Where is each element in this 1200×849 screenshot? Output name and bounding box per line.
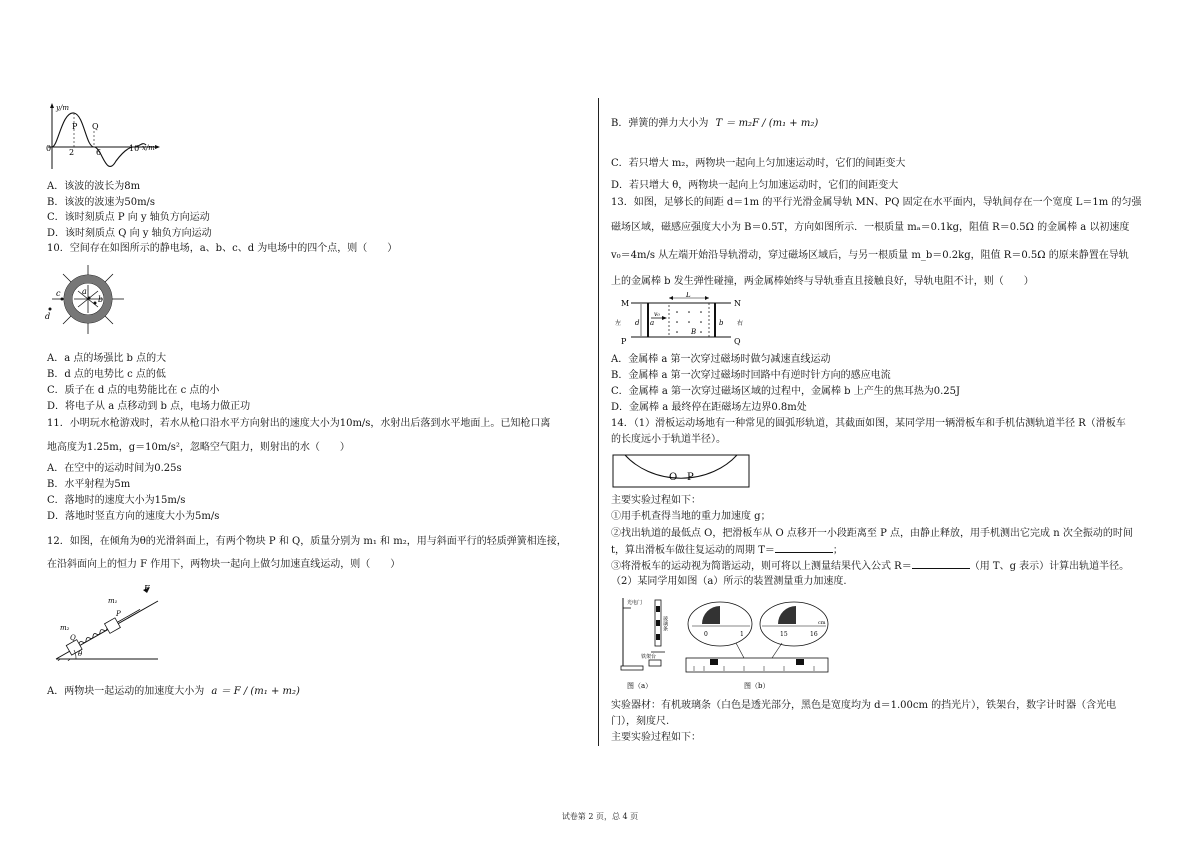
track-label-o: O bbox=[669, 472, 678, 483]
field-label-a: a bbox=[82, 287, 87, 296]
q10-option-a: A．a 点的场强比 b 点的大 bbox=[47, 353, 167, 364]
rails-label-a: a bbox=[650, 319, 655, 327]
q14-step-2-end: ； bbox=[832, 545, 843, 556]
incline-label-f: F bbox=[144, 584, 150, 593]
wave-tick-10: 10 bbox=[129, 144, 140, 153]
q12-option-a-formula: a ＝ F / (m₁ + m₂) bbox=[211, 686, 300, 697]
incline-figure bbox=[54, 581, 164, 661]
q11-option-c: C．落地时的速度大小为15m/s bbox=[47, 495, 186, 506]
wave-origin-label: 0 bbox=[46, 144, 52, 153]
q13-option-a: A．金属棒 a 第一次穿过磁场时做匀减速直线运动 bbox=[611, 354, 831, 365]
reading-figure-b bbox=[684, 598, 834, 696]
rails-label-n: N bbox=[734, 299, 741, 308]
q14-step-2-line-2 bbox=[611, 544, 843, 558]
rails-label-right: 右 bbox=[737, 320, 744, 327]
incline-label-m1: m₁ bbox=[108, 597, 118, 605]
fig-a-caption: 图（a） bbox=[627, 682, 653, 690]
field-label-d: d bbox=[45, 312, 51, 321]
field-label-b: b bbox=[98, 295, 104, 304]
q12-option-d: D．若只增大 θ，两物块一起向上匀加速运动时，它们的间距变大 bbox=[611, 180, 899, 191]
rails-label-left: 左 bbox=[615, 320, 622, 327]
q11-option-a: A．在空中的运动时间为0.25s bbox=[47, 463, 182, 474]
q10-option-d: D．将电子从 a 点移动到 b 点，电场力做正功 bbox=[47, 401, 251, 412]
q11-option-b: B．水平射程为5m bbox=[47, 479, 131, 490]
q12-option-b-formula: T ＝ m₂F / (m₁ + m₂) bbox=[715, 118, 819, 129]
incline-label-m2: m₂ bbox=[60, 624, 70, 632]
q13-option-c: C．金属棒 a 第一次穿过磁场区域的过程中，金属棒 b 上产生的焦耳热为0.25J bbox=[611, 386, 961, 397]
rails-label-m: M bbox=[621, 299, 630, 308]
q11-stem-line-2: 地高度为1.25m，g＝10m/s²，忽略空气阻力，则射出的水（ ） bbox=[47, 442, 350, 453]
wave-tick-2: 2 bbox=[69, 148, 75, 157]
wave-point-q: Q bbox=[92, 122, 99, 131]
rails-figure bbox=[611, 292, 761, 346]
q13-stem-line-1: 13．如图，足够长的间距 d＝1m 的平行光滑金属导轨 MN、PQ 固定在水平面内，导轨间存在一个宽度 L＝1m 的匀强 bbox=[611, 197, 1142, 208]
incline-label-theta: θ bbox=[78, 650, 83, 658]
incline-label-p: P bbox=[116, 610, 121, 618]
fig-b-caption: 图（b） bbox=[744, 682, 770, 690]
q9-option-a: A．该波的波长为8m bbox=[47, 181, 141, 192]
fig-b-tick-16: 16 bbox=[810, 631, 818, 638]
electric-field-figure bbox=[42, 261, 128, 339]
rails-label-b: b bbox=[719, 319, 724, 327]
rails-label-l: L bbox=[686, 292, 691, 299]
q11-stem-line-1: 11．小明玩水枪游戏时，若水从枪口沿水平方向射出的速度大小为10m/s，水射出后落到水平地面上。已知枪口离 bbox=[47, 418, 551, 429]
column-divider bbox=[598, 98, 599, 746]
fig-b-tick-1: 1 bbox=[740, 631, 744, 638]
q14-equipment-line-2: 门），刻度尺. bbox=[611, 716, 670, 727]
q14-period-blank bbox=[775, 544, 833, 553]
rails-label-q: Q bbox=[734, 337, 741, 346]
wave-point-p: P bbox=[72, 122, 78, 131]
q14-step-3-text: ③将滑板车的运动视为简谐运动，则可将以上测量结果代入公式 R＝ bbox=[611, 561, 912, 572]
rails-label-v0: v₀ bbox=[654, 311, 660, 318]
q10-option-b: B．d 点的电势比 c 点的低 bbox=[47, 369, 166, 380]
q9-option-c: C．该时刻质点 P 向 y 轴负方向运动 bbox=[47, 212, 210, 223]
fig-b-tick-0: 0 bbox=[704, 631, 708, 638]
track-figure bbox=[611, 453, 751, 489]
q14-step-3 bbox=[611, 560, 1129, 574]
wave-figure bbox=[44, 101, 164, 171]
fig-b-unit: cm bbox=[818, 620, 826, 626]
track-label-p: P bbox=[687, 472, 694, 483]
q14-step-2-line-1: ②找出轨道的最低点 O，把滑板车从 O 点移开一小段距离至 P 点，由静止释放，用手机测出它完成 n 次全振动的时间 bbox=[611, 528, 1133, 539]
field-label-c: c bbox=[56, 289, 61, 298]
q12-stem-line-2: 在沿斜面向上的恒力 F 作用下，两物块一起向上做匀加速直线运动，则（ ） bbox=[47, 559, 401, 570]
q12-stem-line-1: 12．如图，在倾角为θ的光滑斜面上，有两个物块 P 和 Q，质量分别为 m₁ 和 m₂，用与斜面平行的轻质弹簧相连接， bbox=[47, 536, 567, 547]
q13-stem-line-4: 上的金属棒 b 发生弹性碰撞，两金属棒始终与导轨垂直且接触良好，导轨电阻不计，则（ ） bbox=[611, 276, 1034, 287]
q12-option-a-text: A．两物块一起运动的加速度大小为 bbox=[47, 686, 205, 697]
fig-a-label-stand: 铁架台 bbox=[641, 654, 657, 660]
q14-stem-line-2: 的长度远小于轨道半径）。 bbox=[611, 434, 726, 445]
rails-label-p: P bbox=[621, 337, 627, 346]
q13-option-b: B．金属棒 a 第一次穿过磁场时回路中有逆时针方向的感应电流 bbox=[611, 370, 891, 381]
q14-equipment-line-1: 实验器材：有机玻璃条（白色是透光部分，黑色是宽度均为 d＝1.00cm 的挡光片），铁架台，数字计时器（含光电 bbox=[611, 700, 1117, 711]
fig-b-tick-15: 15 bbox=[780, 631, 788, 638]
apparatus-figure-a bbox=[611, 594, 677, 696]
q10-stem: 10．空间存在如图所示的静电场，a、b、c、d 为电场中的四个点，则（ ） bbox=[47, 243, 398, 254]
incline-label-q: Q bbox=[70, 634, 76, 642]
q14-step-3-end: （用 T、g 表示）计算出轨道半径。 bbox=[969, 561, 1130, 572]
rails-label-d: d bbox=[635, 319, 640, 327]
fig-a-label-glass: 玻璃条 bbox=[662, 616, 668, 631]
page-footer: 试卷第 2 页，总 4 页 bbox=[561, 812, 639, 821]
q14-step-2-text: t，算出滑板车做往复运动的周期 T＝ bbox=[611, 545, 775, 556]
q9-option-d: D．该时刻质点 Q 向 y 轴负方向运动 bbox=[47, 228, 212, 239]
q12-option-a bbox=[47, 686, 300, 699]
q13-stem-line-3: v₀＝4m/s 从左端开始沿导轨滑动，穿过磁场区域后，与另一根质量 m_b＝0.2kg，阻值 R＝0.5Ω 的原来静置在导轨 bbox=[611, 250, 1129, 261]
q12-option-c: C．若只增大 m₂，两物块一起向上匀加速运动时，它们的间距变大 bbox=[611, 158, 906, 169]
q11-option-d: D．落地时竖直方向的速度大小为5m/s bbox=[47, 511, 220, 522]
wave-tick-6: 6 bbox=[96, 148, 102, 157]
q12-option-b bbox=[611, 118, 818, 131]
rails-label-b-field: B bbox=[691, 328, 697, 336]
q12-option-b-text: B．弹簧的弹力大小为 bbox=[611, 118, 709, 129]
q14-part-2: （2）某同学用如图（a）所示的装置测量重力加速度. bbox=[611, 576, 847, 587]
q14-radius-blank bbox=[912, 560, 970, 569]
q14-process-title-2: 主要实验过程如下： bbox=[611, 732, 701, 743]
q10-option-c: C．质子在 d 点的电势能比在 c 点的小 bbox=[47, 385, 220, 396]
q14-process-title: 主要实验过程如下： bbox=[611, 495, 701, 506]
q13-option-d: D．金属棒 a 最终停在距磁场左边界0.8m处 bbox=[611, 402, 807, 413]
wave-x-axis-label: x/m bbox=[142, 144, 155, 152]
q14-step-1: ①用手机查得当地的重力加速度 g； bbox=[611, 511, 771, 522]
q14-stem-line-1: 14．（1）滑板运动场地有一种常见的圆弧形轨道，其截面如图，某同学用一辆滑板车和手机估测轨道半径 R（滑板车 bbox=[611, 418, 1126, 429]
wave-y-axis-label: y/m bbox=[56, 104, 69, 112]
q9-option-b: B．该波的波速为50m/s bbox=[47, 197, 156, 208]
fig-a-label-photogate: 光电门 bbox=[627, 600, 643, 606]
q13-stem-line-2: 磁场区域，磁感应强度大小为 B＝0.5T，方向如图所示．一根质量 mₐ＝0.1kg，阻值 R＝0.5Ω 的金属棒 a 以初速度 bbox=[611, 222, 1130, 233]
